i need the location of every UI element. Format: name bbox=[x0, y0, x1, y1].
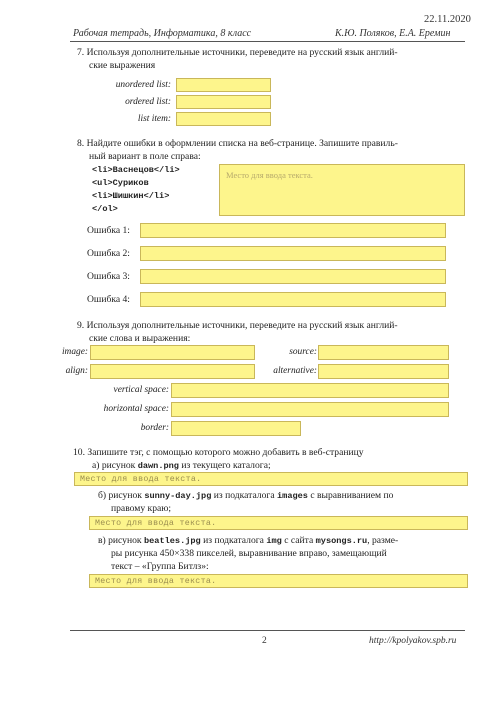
q8-code-line1: <li>Васнецов</li> bbox=[92, 165, 180, 175]
q8-code-line2: <ul>Суриков bbox=[92, 178, 149, 188]
q10-c-dir: img bbox=[266, 536, 282, 546]
q10-a-field[interactable] bbox=[74, 472, 468, 486]
q10-c-mid2: с сайта bbox=[281, 535, 316, 546]
q9-border-field[interactable] bbox=[171, 421, 301, 436]
q9-image-label: image: bbox=[61, 347, 88, 357]
q9-text-line1: 9. Используя дополнительные источники, переведите на русский язык англий- bbox=[77, 320, 398, 331]
q8-error4-label: Ошибка 4: bbox=[87, 294, 130, 305]
q10-a-text bbox=[92, 460, 271, 472]
q10-c-placeholder: Место для ввода текста. bbox=[95, 577, 217, 586]
q9-alternative-field[interactable] bbox=[318, 364, 449, 379]
q9-hspace-field[interactable] bbox=[171, 402, 449, 417]
q10-c-pre: в) рисунок bbox=[98, 535, 144, 546]
q7-list-item-field[interactable] bbox=[176, 112, 271, 126]
q10-b-pre: б) рисунок bbox=[98, 490, 145, 501]
q10-c-post: , разме- bbox=[367, 535, 399, 546]
q10-a-pre: а) рисунок bbox=[92, 460, 138, 471]
q10-b-dir: images bbox=[277, 491, 308, 501]
q10-c-line3: текст – «Группа Битлз»: bbox=[111, 561, 209, 572]
q10-c-field[interactable] bbox=[89, 574, 468, 588]
q8-code-line3: <li>Шишкин</li> bbox=[92, 191, 170, 201]
q10-b-field[interactable] bbox=[89, 516, 468, 530]
q9-source-label: source: bbox=[289, 347, 317, 357]
q10-c-mid: из подкаталога bbox=[200, 535, 267, 546]
q10-c-file: beatles.jpg bbox=[143, 536, 201, 546]
footer-url[interactable]: http://kpolyakov.spb.ru bbox=[369, 636, 457, 646]
q9-align-field[interactable] bbox=[90, 364, 255, 379]
q9-align-label: align: bbox=[65, 366, 88, 376]
q10-a-post: из текущего каталога; bbox=[178, 460, 271, 471]
q9-alternative-label: alternative: bbox=[273, 366, 317, 376]
page-number: 2 bbox=[262, 636, 267, 646]
q8-error1-label: Ошибка 1: bbox=[87, 225, 130, 236]
q9-image-field[interactable] bbox=[90, 345, 255, 360]
q7-label-list-item: list item: bbox=[137, 114, 171, 124]
q7-text-line1: 7. Используя дополнительные источники, переведите на русский язык англий- bbox=[77, 47, 398, 58]
date-stamp: 22.11.2020 bbox=[424, 14, 471, 25]
q10-b-placeholder: Место для ввода текста. bbox=[95, 519, 217, 528]
q10-c-line2: ры рисунка 450×338 пикселей, выравнивание вправо, замещающий bbox=[111, 548, 387, 559]
q8-answer-placeholder: Место для ввода текста. bbox=[226, 170, 313, 180]
q10-b-mid: из подкаталога bbox=[211, 490, 277, 501]
q9-source-field[interactable] bbox=[318, 345, 449, 360]
q10-c-text bbox=[98, 535, 398, 547]
q7-label-ordered: ordered list: bbox=[125, 97, 171, 107]
q7-text-line2: ские выражения bbox=[89, 60, 156, 71]
q10-text: 10. Запишите тэг, с помощью которого можно добавить в веб-страницу bbox=[73, 447, 364, 458]
q8-error3-field[interactable] bbox=[140, 269, 446, 284]
q10-a-placeholder: Место для ввода текста. bbox=[80, 475, 202, 484]
q10-c-site: mysongs.ru bbox=[315, 536, 368, 546]
q8-error2-label: Ошибка 2: bbox=[87, 248, 130, 259]
q9-hspace-label: horizontal space: bbox=[103, 404, 169, 414]
q7-label-unordered: unordered list: bbox=[115, 80, 171, 90]
q10-b-post: с выравниванием по bbox=[307, 490, 394, 501]
q9-vspace-label: vertical space: bbox=[113, 385, 169, 395]
q10-b-file: sunny-day.jpg bbox=[144, 491, 212, 501]
q8-text-line1: 8. Найдите ошибки в оформлении списка на веб-странице. Запишите правиль- bbox=[77, 138, 398, 149]
q10-a-file: dawn.png bbox=[137, 461, 179, 471]
q8-error1-field[interactable] bbox=[140, 223, 446, 238]
q7-ordered-field[interactable] bbox=[176, 95, 271, 109]
header-left: Рабочая тетрадь, Информатика, 8 класс bbox=[73, 28, 252, 39]
q8-error3-label: Ошибка 3: bbox=[87, 271, 130, 282]
q9-text-line2: ские слова и выражения: bbox=[89, 333, 191, 344]
q8-code-line4: </ol> bbox=[92, 204, 118, 214]
q10-b-line2: правому краю; bbox=[111, 503, 172, 514]
q9-vspace-field[interactable] bbox=[171, 383, 449, 398]
header-rule bbox=[70, 41, 465, 42]
q8-answer-field[interactable] bbox=[219, 164, 465, 216]
q10-b-text bbox=[98, 490, 393, 502]
q9-border-label: border: bbox=[140, 423, 169, 433]
q8-error4-field[interactable] bbox=[140, 292, 446, 307]
q7-unordered-field[interactable] bbox=[176, 78, 271, 92]
header-right: К.Ю. Поляков, Е.А. Еремин bbox=[335, 28, 451, 39]
q8-text-line2: ный вариант в поле справа: bbox=[89, 151, 201, 162]
q8-error2-field[interactable] bbox=[140, 246, 446, 261]
footer-rule bbox=[70, 630, 465, 631]
